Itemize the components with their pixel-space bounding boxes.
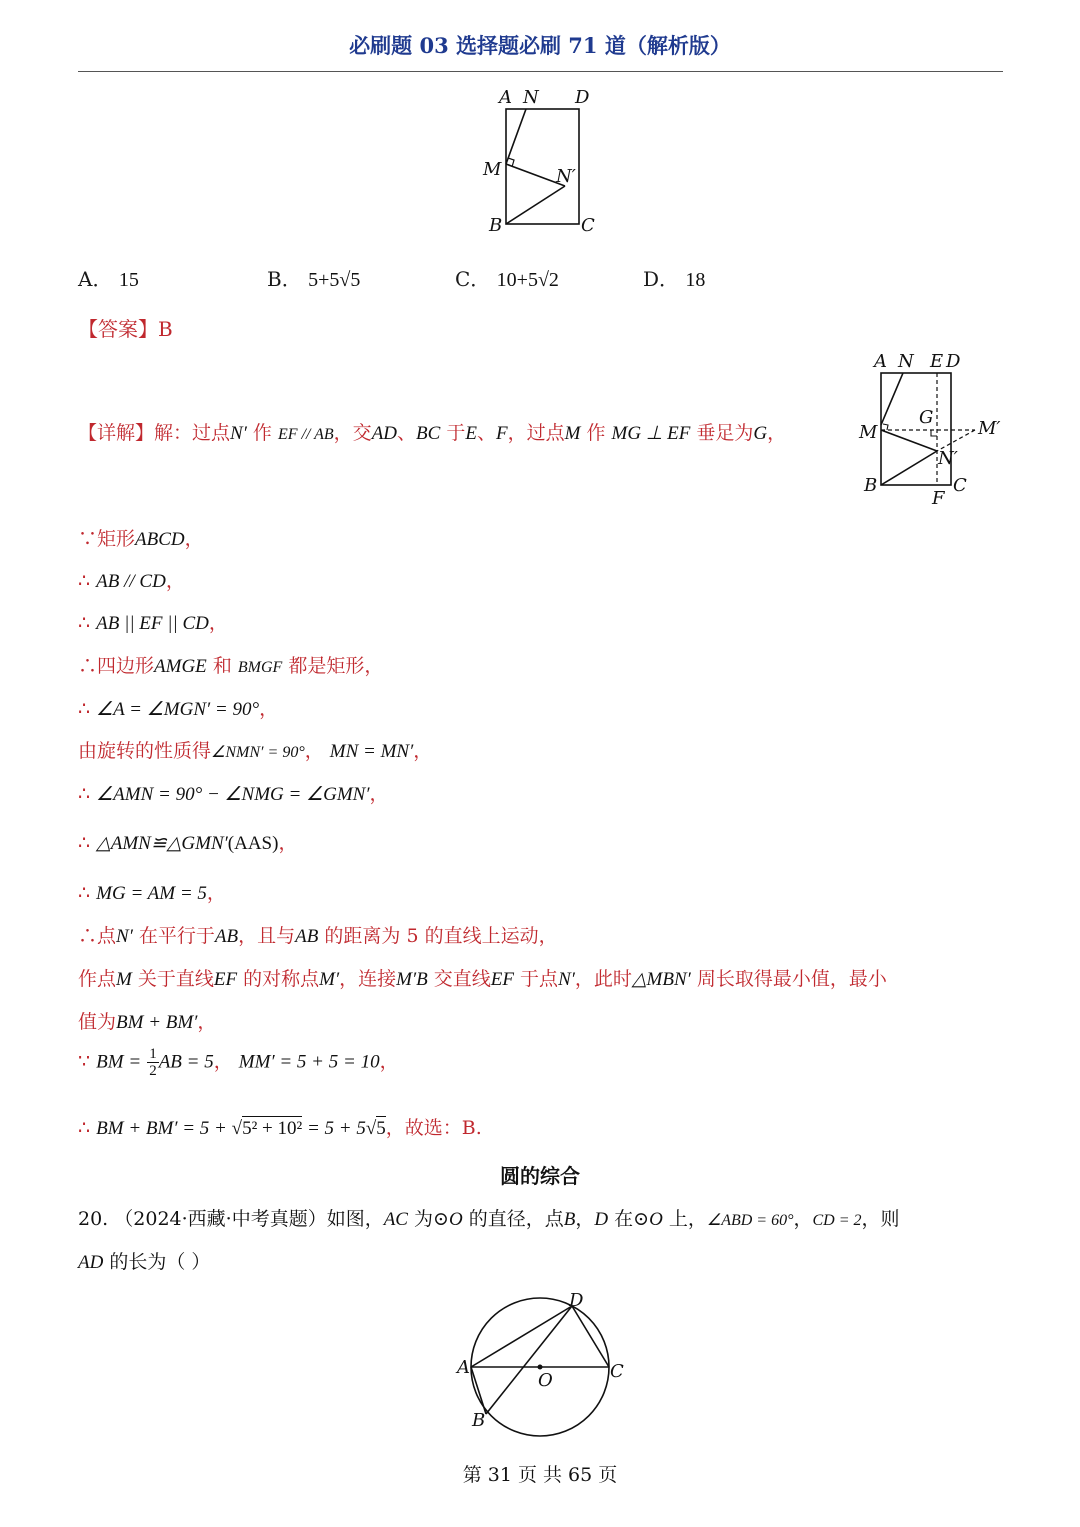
label-A: A: [874, 351, 887, 372]
label-A: A: [499, 87, 512, 108]
solution-line-13: ∵ BM = $\frac{1}{2}$ AB = 5， MM′ = 5 + 5 = 10，: [78, 1046, 399, 1079]
label-M: M: [859, 422, 878, 443]
label-B: B: [489, 215, 503, 236]
header-divider: [78, 71, 1003, 72]
solution-line-2: ∴ AB // CD，: [78, 570, 185, 592]
figure-rectangle-1: [470, 82, 620, 242]
label-C: C: [610, 1361, 624, 1382]
label-D: D: [946, 351, 961, 372]
label-B: B: [864, 475, 878, 496]
option-d: D． 18: [643, 267, 706, 291]
solution-line-3: ∴ AB || EF || CD，: [78, 612, 228, 634]
question-20-line-1: 20. （2024·西藏·中考真题）如图，AC 为⊙O 的直径，点B，D 在⊙O 上，∠ABD = 60°，CD = 2，则: [78, 1208, 900, 1230]
question-20-line-2: AD 的长为（ ）: [78, 1251, 211, 1273]
solution-line-11: 作点M 关于直线EF 的对称点M′，连接M′B 交直线EF 于点N′，此时△MBN′ 周长取得最小值，最小: [78, 968, 887, 990]
figure-rectangle-2: [850, 348, 1010, 508]
label-M: M: [483, 159, 502, 180]
page-header-title: 必刷题 03 选择题必刷 71 道（解析版）: [349, 33, 731, 58]
solution-intro: 【详解】解：过点N′ 作 EF // AB，交AD、BC 于E、F，过点M 作 MG ⊥ EF 垂足为G，: [78, 422, 787, 444]
option-a: A． 15: [78, 267, 139, 291]
solution-line-10: ∴点N′ 在平行于AB，且与AB 的距离为 5 的直线上运动，: [78, 925, 558, 947]
label-E: E: [930, 351, 944, 372]
label-N-prime: N′: [556, 166, 576, 187]
page-footer: 第 31 页 共 65 页: [462, 1464, 618, 1486]
label-D: D: [569, 1290, 584, 1311]
solution-line-14: ∴ BM + BM′ = 5 + √5² + 10² = 5 + 5√5，故选：B.: [78, 1117, 482, 1139]
option-c: C． 10+5√2: [455, 267, 559, 291]
label-D: D: [575, 87, 590, 108]
label-A: A: [457, 1357, 470, 1378]
label-C: C: [953, 475, 967, 496]
label-N: N: [898, 351, 914, 372]
label-G: G: [919, 407, 934, 428]
option-b: B． 5+5√5: [267, 267, 361, 291]
solution-line-12: 值为BM + BM′，: [78, 1011, 217, 1033]
label-B: B: [472, 1410, 486, 1431]
solution-line-4: ∴四边形AMGE 和 BMGF 都是矩形，: [78, 655, 384, 677]
answer-line: 【答案】B: [78, 317, 173, 341]
solution-line-5: ∴ ∠A = ∠MGN′ = 90°，: [78, 698, 279, 720]
label-F: F: [932, 488, 945, 508]
solution-line-7: ∴ ∠AMN = 90° − ∠NMG = ∠GMN′，: [78, 783, 389, 805]
figure-circle: [450, 1288, 630, 1438]
solution-line-1: ∵矩形ABCD，: [78, 528, 204, 550]
label-N: N: [523, 87, 539, 108]
label-M-prime: M′: [978, 418, 1001, 439]
label-O: O: [538, 1370, 553, 1391]
solution-line-6: 由旋转的性质得∠NMN′ = 90°， MN = MN′，: [78, 740, 433, 762]
solution-line-9: ∴ MG = AM = 5，: [78, 882, 226, 904]
solution-line-8: ∴ △AMN≌△GMN′(AAS)，: [78, 832, 298, 854]
label-C: C: [581, 215, 595, 236]
section-title: 圆的综合: [500, 1164, 580, 1188]
fraction-one-half: $\frac{1}{2}$: [149, 1046, 157, 1079]
label-N-prime: N′: [938, 448, 958, 469]
